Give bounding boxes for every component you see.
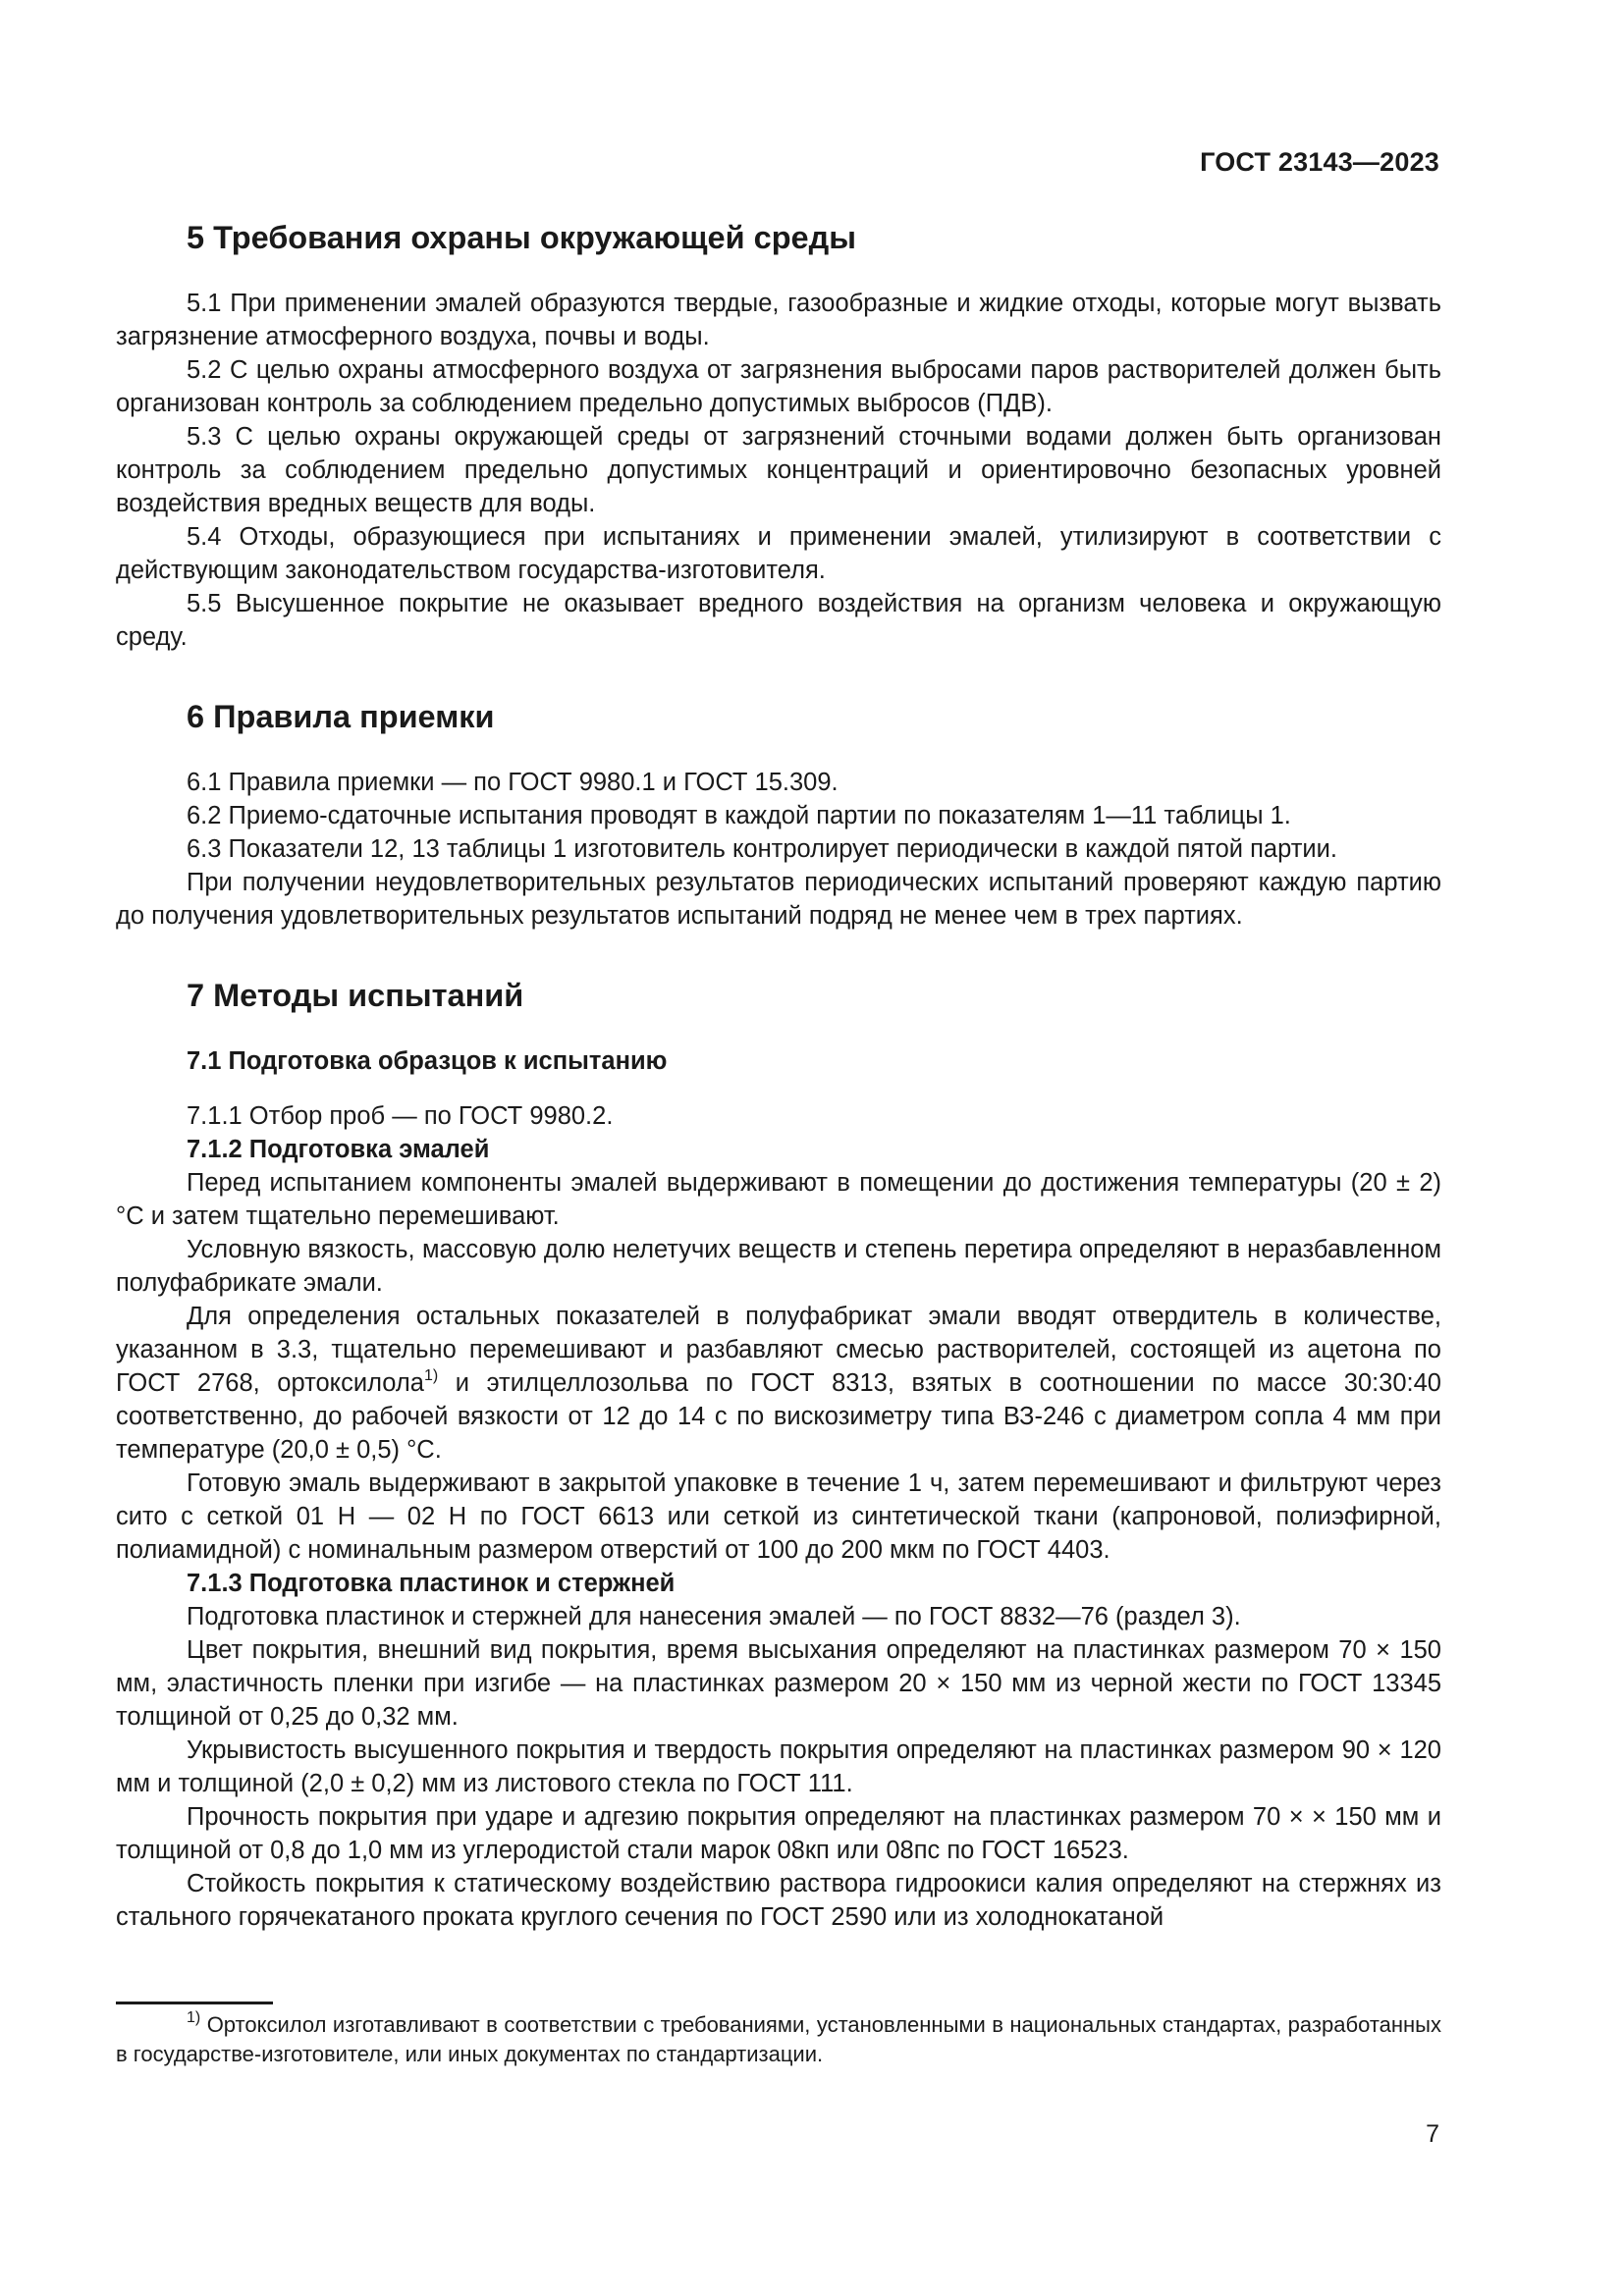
paragraph: Цвет покрытия, внешний вид покрытия, время высыхания определяют на пластинках размером 70 × 150 мм, эластичность пленки при изгибе — на пластинках размером 20 × 150 мм из черной жести по ГОСТ 13345 толщиной от 0,25 до 0,32 мм. — [116, 1636, 1441, 1731]
paragraph: Готовую эмаль выдерживают в закрытой упаковке в течение 1 ч, затем перемешивают и фильтруют через сито с сеткой 01 Н — 02 Н по ГОСТ 6613 или сеткой из синтетической ткани (капроновой, полиэфирной, полиамидной) с номинальным размером отверстий от 100 до 200 мкм по ГОСТ 4403. — [116, 1469, 1441, 1564]
subsection-title: 7.1 Подготовка образцов к испытанию — [187, 1047, 668, 1075]
paragraph: Перед испытанием компоненты эмалей выдерживают в помещении до достижения температуры (20 ± 2) °С и затем тщательно перемешивают. — [116, 1169, 1441, 1230]
paragraph: 6.2 Приемо-сдаточные испытания проводят в каждой партии по показателям 1—11 таблицы 1. — [187, 802, 1291, 829]
paragraph: 5.2 С целью охраны атмосферного воздуха от загрязнения выбросами паров растворителей должен быть организован контроль за соблюдением предельно допустимых выбросов (ПДВ). — [116, 356, 1441, 417]
section-6 — [116, 697, 1441, 933]
paragraph: Стойкость покрытия к статическому воздействию раствора гидроокиси калия определяют на стержнях из стального горячекатаного проката круглого сечения по ГОСТ 2590 или из холоднокатаной — [116, 1870, 1441, 1931]
paragraph: Условную вязкость, массовую долю нелетучих веществ и степень перетира определяют в неразбавленном полуфабрикате эмали. — [116, 1236, 1441, 1297]
subsection-heading: 7.1.2 Подготовка эмалей — [187, 1136, 490, 1163]
footnote-reference[interactable]: 1) — [423, 1366, 439, 1384]
section-title: 5 Требования охраны окружающей среды — [187, 220, 857, 255]
paragraph: 6.3 Показатели 12, 13 таблицы 1 изготовитель контролирует периодически в каждой пятой партии. — [187, 835, 1337, 863]
paragraph: 5.5 Высушенное покрытие не оказывает вредного воздействия на организм человека и окружающую среду. — [116, 590, 1441, 651]
paragraph: 7.1.1 Отбор проб — по ГОСТ 9980.2. — [187, 1102, 614, 1130]
paragraph-text: Для определения остальных показателей в полуфабрикат эмали вводят отвердитель в количестве, указанном в 3.3, тщательно перемешивают и разбавляют смесью растворителей, состоящей из ацетона по ГОСТ 2768, ортоксилола — [116, 1303, 1441, 1397]
footnote-text: Ортоксилол изготавливают в соответствии с требованиями, установленными в национальных стандартах, разработанных в государстве-изготовителе, или иных документах по стандартизации. — [116, 2012, 1441, 2066]
footnote-divider — [116, 2002, 273, 2004]
document-header: ГОСТ 23143—2023 — [1200, 147, 1439, 177]
paragraph: 5.3 С целью охраны окружающей среды от загрязнений сточными водами должен быть организован контроль за соблюдением предельно допустимых концентраций и ориентировочно безопасных уровней воздействия вредных веществ для воды. — [116, 423, 1441, 517]
subsection-heading: 7.1.3 Подготовка пластинок и стержней — [187, 1570, 676, 1597]
paragraph: 5.1 При применении эмалей образуются твердые, газообразные и жидкие отходы, которые могут вызвать загрязнение атмосферного воздуха, почвы и воды. — [116, 290, 1441, 350]
page-body — [116, 218, 1441, 1934]
paragraph: 6.1 Правила приемки — по ГОСТ 9980.1 и ГОСТ 15.309. — [187, 769, 839, 796]
section-title: 7 Методы испытаний — [187, 978, 524, 1013]
paragraph: Укрывистость высушенного покрытия и твердость покрытия определяют на пластинках размером 90 × 120 мм и толщиной (2,0 ± 0,2) мм из листового стекла по ГОСТ 111. — [116, 1736, 1441, 1797]
page-number: 7 — [1426, 2120, 1439, 2148]
footnote — [116, 2010, 1441, 2069]
section-7 — [116, 976, 1441, 1934]
paragraph-with-footnote — [116, 1300, 1441, 1467]
footnote-mark: 1) — [187, 2008, 201, 2026]
section-title: 6 Правила приемки — [187, 699, 495, 734]
paragraph: Прочность покрытия при ударе и адгезию покрытия определяют на пластинках размером 70 × × 150 мм и толщиной от 0,8 до 1,0 мм из углеродистой стали марок 08кп или 08пс по ГОСТ 16523. — [116, 1803, 1441, 1864]
paragraph: Подготовка пластинок и стержней для нанесения эмалей — по ГОСТ 8832—76 (раздел 3). — [187, 1603, 1241, 1630]
paragraph: 5.4 Отходы, образующиеся при испытаниях и применении эмалей, утилизируют в соответствии с действующим законодательством государства-изготовителя. — [116, 523, 1441, 584]
paragraph: При получении неудовлетворительных результатов периодических испытаний проверяют каждую партию до получения удовлетворительных результатов испытаний подряд не менее чем в трех партиях. — [116, 869, 1441, 930]
section-5 — [116, 218, 1441, 654]
paragraph-text: и этилцеллозольва по ГОСТ 8313, взятых в соотношении по массе 30:30:40 соответственно, до рабочей вязкости от 12 до 14 с по вискозиметру типа ВЗ-246 с диаметром сопла 4 мм при температуре (20,0 ± 0,5) °С. — [116, 1369, 1441, 1464]
footnote-body — [116, 2010, 1441, 2069]
